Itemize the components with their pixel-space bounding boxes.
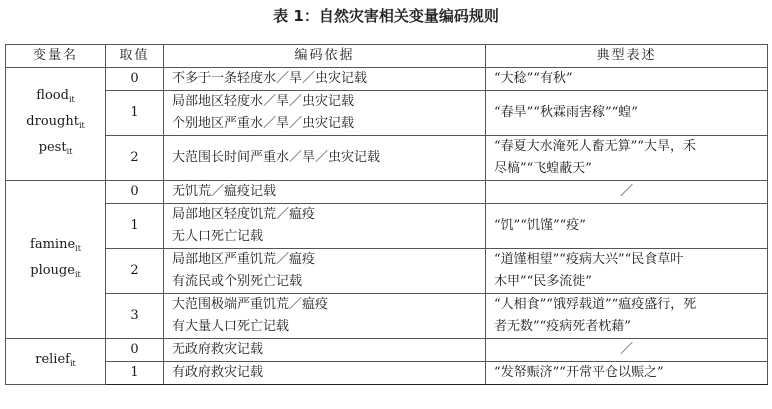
basis-line: 无饥荒／瘟疫记载 <box>172 184 277 199</box>
expression-line: “春夏大水淹死人畜无算”“大旱，禾 <box>494 139 696 154</box>
basis-cell <box>164 91 486 136</box>
variable-name-text: pest <box>38 140 67 155</box>
variable-name-text: flood <box>36 88 69 103</box>
table-row <box>6 362 768 385</box>
table-caption: 表 1：自然灾害相关变量编码规则 <box>273 7 499 25</box>
variable-cell <box>6 339 106 385</box>
table-row <box>6 204 768 249</box>
table-row <box>6 181 768 204</box>
table-row <box>6 249 768 294</box>
table-row <box>6 339 768 362</box>
basis-line: 不多于一条轻度水／旱／虫灾记载 <box>172 71 368 86</box>
table-body <box>6 68 768 385</box>
basis-line: 无人口死亡记载 <box>172 229 264 244</box>
variable-name <box>14 234 97 260</box>
header-basis: 编码依据 <box>164 45 486 68</box>
basis-line: 无政府救灾记载 <box>172 342 264 357</box>
value-cell: 2 <box>106 249 164 294</box>
expression-line: “人相食”“饿殍载道”“瘟疫盛行，死 <box>494 297 697 312</box>
expression-line: 者无数”“疫病死者枕藉” <box>494 319 631 334</box>
variable-subscript: it <box>74 269 81 279</box>
value-cell: 1 <box>106 362 164 385</box>
basis-line: 有大量人口死亡记载 <box>172 319 290 334</box>
expression-cell <box>486 181 768 204</box>
header-expression: 典型表述 <box>486 45 768 68</box>
basis-cell <box>164 68 486 91</box>
basis-cell <box>164 339 486 362</box>
expression-cell <box>486 68 768 91</box>
header-row <box>6 45 768 68</box>
expression-line: ／ <box>619 184 633 199</box>
expression-line: ／ <box>619 342 633 357</box>
table-row <box>6 68 768 91</box>
expression-line: “饥”“饥馑”“疫” <box>494 218 586 233</box>
expression-cell <box>486 91 768 136</box>
expression-line: “大稔”“有秋” <box>494 71 573 86</box>
expression-line: “道馑相望”“疫病大兴”“民食草叶 <box>494 252 684 267</box>
value-cell: 0 <box>106 181 164 204</box>
expression-cell <box>486 249 768 294</box>
basis-line: 大范围长时间严重水／旱／虫灾记载 <box>172 150 381 165</box>
basis-line: 局部地区轻度水／旱／虫灾记载 <box>172 94 355 109</box>
variable-name-text: relief <box>35 351 70 367</box>
basis-cell <box>164 136 486 181</box>
basis-cell <box>164 181 486 204</box>
variable-subscript: it <box>66 147 73 156</box>
basis-cell <box>164 249 486 294</box>
header-value: 取值 <box>106 45 164 68</box>
variable-cell <box>6 181 106 339</box>
table-row <box>6 136 768 181</box>
variable-name-text: plouge <box>30 262 75 278</box>
expression-cell <box>486 339 768 362</box>
variable-name <box>14 85 97 111</box>
value-cell: 1 <box>106 91 164 136</box>
value-cell: 1 <box>106 204 164 249</box>
basis-line: 有政府救灾记载 <box>172 365 264 380</box>
variable-subscript: it <box>75 243 81 253</box>
table-row <box>6 91 768 136</box>
variable-name <box>14 349 97 375</box>
variable-subscript: it <box>68 95 75 104</box>
expression-cell <box>486 204 768 249</box>
expression-line: 木甲”“民多流徙” <box>494 274 592 289</box>
expression-line: 尽槁”“飞蝗蔽天” <box>494 161 592 176</box>
variable-name-text: drought <box>26 114 79 129</box>
variable-name <box>14 111 97 137</box>
value-cell: 2 <box>106 136 164 181</box>
basis-cell <box>164 362 486 385</box>
expression-cell <box>486 136 768 181</box>
variable-cell <box>6 68 106 181</box>
expression-cell <box>486 294 768 339</box>
variable-name <box>14 137 97 163</box>
value-cell: 3 <box>106 294 164 339</box>
basis-line: 个别地区严重水／旱／虫灾记载 <box>172 116 355 131</box>
expression-cell <box>486 362 768 385</box>
expression-line: “春旱”“秋霖雨害稼”“蝗” <box>494 105 638 120</box>
basis-line: 大范围极端严重饥荒／瘟疫 <box>172 297 329 312</box>
variable-subscript: it <box>78 121 85 130</box>
basis-cell <box>164 294 486 339</box>
table-row <box>6 294 768 339</box>
variable-name <box>14 260 97 286</box>
variable-name-text: famine <box>30 236 76 252</box>
value-cell: 0 <box>106 68 164 91</box>
expression-line: “发帑赈济”“开常平仓以赈之” <box>494 365 664 380</box>
coding-rules-table <box>5 44 768 385</box>
basis-line: 局部地区轻度饥荒／瘟疫 <box>172 207 316 222</box>
value-cell: 0 <box>106 339 164 362</box>
basis-line: 局部地区严重饥荒／瘟疫 <box>172 252 316 267</box>
variable-subscript: it <box>69 358 76 368</box>
basis-line: 有流民或个别死亡记载 <box>172 274 303 289</box>
basis-cell <box>164 204 486 249</box>
header-variable: 变量名 <box>6 45 106 68</box>
